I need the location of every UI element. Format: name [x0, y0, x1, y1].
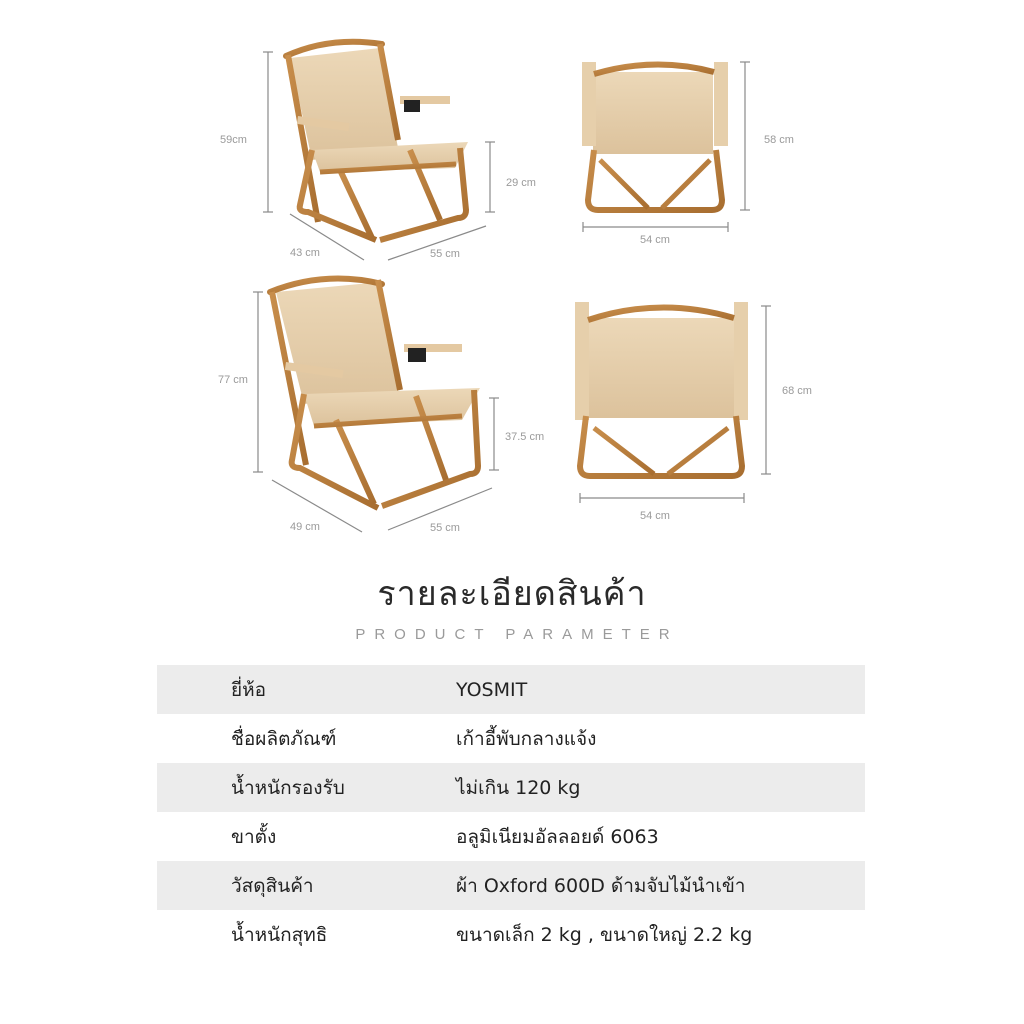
spec-value: อลูมิเนียมอัลลอยด์ 6063: [456, 825, 659, 848]
small-chair-depth-label: 43 cm: [290, 247, 320, 259]
spec-value: ไม่เกิน 120 kg: [456, 776, 581, 799]
large-chair-front-height-label: 68 cm: [782, 385, 812, 397]
small-chair-front-view: [582, 62, 794, 246]
spec-value: ผ้า Oxford 600D ด้ามจับไม้นำเข้า: [456, 874, 746, 897]
large-chair-front-width-label: 54 cm: [640, 510, 670, 522]
small-chair-height-label: 59cm: [220, 134, 247, 146]
spec-value: เก้าอี้พับกลางแจ้ง: [456, 727, 597, 750]
spec-label: น้ำหนักรองรับ: [231, 776, 345, 799]
heading-title-thai: รายละเอียดสินค้า: [377, 574, 647, 614]
large-chair-height-label: 77 cm: [218, 374, 248, 386]
large-chair-side-width-label: 55 cm: [430, 522, 460, 534]
small-chair-front-width-label: 54 cm: [640, 234, 670, 246]
spec-label: น้ำหนักสุทธิ: [231, 923, 328, 946]
spec-row-product-name: [157, 714, 865, 763]
spec-label: ขาตั้ง: [231, 825, 277, 848]
product-detail-heading: [0, 560, 1024, 643]
large-chair-depth-label: 49 cm: [290, 521, 320, 533]
spec-row-material: [157, 861, 865, 910]
heading-subtitle-english: PRODUCT PARAMETER: [355, 626, 679, 643]
small-chair-seat-height-label: 29 cm: [506, 177, 536, 189]
spec-label: ยี่ห้อ: [231, 678, 267, 701]
small-chair-side-view: [220, 42, 536, 260]
spec-label: ชื่อผลิตภัณฑ์: [231, 727, 337, 750]
large-chair-side-view: [218, 279, 544, 534]
spec-table: [157, 665, 865, 959]
spec-row-load-capacity: [157, 763, 865, 812]
spec-row-net-weight: [157, 910, 865, 959]
spec-value: YOSMIT: [456, 678, 528, 701]
small-chair-side-width-label: 55 cm: [430, 248, 460, 260]
spec-row-brand: [157, 665, 865, 714]
small-chair-front-height-label: 58 cm: [764, 134, 794, 146]
spec-row-frame: [157, 812, 865, 861]
spec-label: วัสดุสินค้า: [231, 874, 314, 897]
large-chair-seat-height-label: 37.5 cm: [505, 431, 545, 443]
large-chair-front-view: [575, 302, 812, 522]
spec-value: ขนาดเล็ก 2 kg , ขนาดใหญ่ 2.2 kg: [456, 923, 753, 946]
